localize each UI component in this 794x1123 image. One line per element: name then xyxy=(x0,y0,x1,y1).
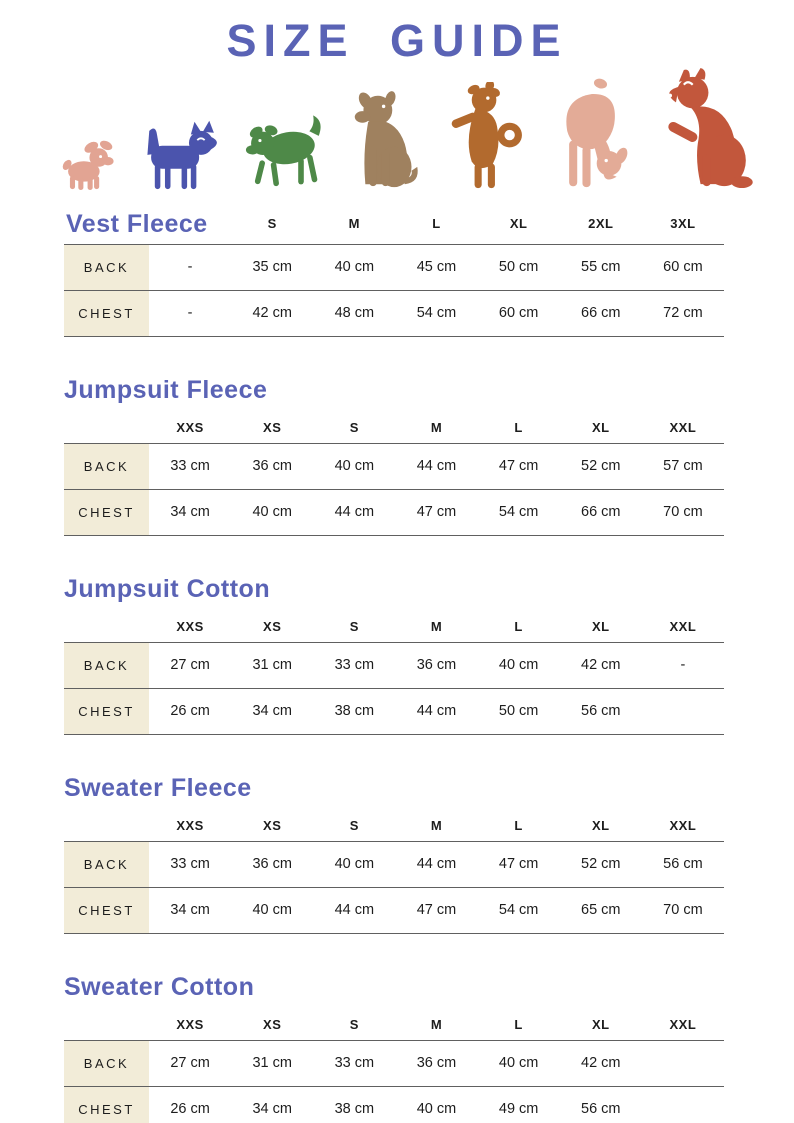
measurement-cell: 40 cm xyxy=(498,1055,539,1071)
section-jumpsuit-cotton xyxy=(64,574,724,735)
measurement-cell: 35 cm xyxy=(252,259,292,275)
measurement-cell: 33 cm xyxy=(334,657,375,673)
measurement-cell: 34 cm xyxy=(170,504,210,520)
measurement-cell: 49 cm xyxy=(498,1101,539,1117)
size-header: XL xyxy=(591,420,610,435)
size-header: L xyxy=(514,1017,523,1032)
measurement-cell: 56 cm xyxy=(581,1101,621,1117)
measurement-cell: 33 cm xyxy=(170,458,210,474)
table-row-back xyxy=(64,443,724,489)
size-header: XXL xyxy=(669,1017,697,1032)
size-header: M xyxy=(430,619,443,634)
size-header: S xyxy=(349,1017,359,1032)
measurement-cell: 36 cm xyxy=(416,657,457,673)
measurement-cell: 36 cm xyxy=(416,1055,457,1071)
measurement-cell: 47 cm xyxy=(416,504,457,520)
measurement-cell: 44 cm xyxy=(334,902,375,918)
measurement-cell: 42 cm xyxy=(252,305,292,321)
measurement-cell: - xyxy=(680,657,686,673)
size-header: XS xyxy=(263,619,282,634)
measurement-cell: 33 cm xyxy=(170,856,210,872)
measurement-cell: 44 cm xyxy=(334,504,375,520)
size-header: XXS xyxy=(176,420,204,435)
section-vest-fleece xyxy=(64,204,724,337)
size-header: S xyxy=(349,818,359,833)
size-header: M xyxy=(430,818,443,833)
measurement-cell: 38 cm xyxy=(334,1101,375,1117)
measurement-cell: 33 cm xyxy=(334,1055,375,1071)
row-label: CHEST xyxy=(64,490,149,535)
measurement-cell: 31 cm xyxy=(252,657,292,673)
section-sweater-cotton xyxy=(64,972,724,1123)
dog-size-5-icon xyxy=(443,82,527,190)
row-label: BACK xyxy=(64,842,149,887)
size-header: XXL xyxy=(669,619,697,634)
measurement-cell: 40 cm xyxy=(334,259,375,275)
measurement-cell: 50 cm xyxy=(498,259,539,275)
section-title-jumpsuit-fleece: Jumpsuit Fleece xyxy=(64,375,268,404)
row-label: BACK xyxy=(64,245,149,290)
measurement-cell: 72 cm xyxy=(663,305,703,321)
size-header: 3XL xyxy=(670,216,696,231)
measurement-cell: 52 cm xyxy=(581,856,621,872)
size-header: XS xyxy=(263,420,282,435)
measurement-cell: 26 cm xyxy=(170,1101,210,1117)
row-label: CHEST xyxy=(64,1087,149,1123)
row-label: CHEST xyxy=(64,689,149,734)
size-header-row xyxy=(64,413,724,443)
size-header: XL xyxy=(509,216,528,231)
table-row-chest xyxy=(64,1086,724,1123)
dog-size-4-icon xyxy=(349,90,424,190)
size-header: L xyxy=(514,619,523,634)
measurement-cell: 38 cm xyxy=(334,703,375,719)
size-header: M xyxy=(348,216,361,231)
size-header: XXS xyxy=(176,1017,204,1032)
table-row-chest xyxy=(64,290,724,337)
dogs-illustration xyxy=(56,68,754,190)
measurement-cell: 54 cm xyxy=(498,902,539,918)
measurement-cell: 47 cm xyxy=(498,458,539,474)
measurement-cell xyxy=(642,1087,724,1123)
measurement-cell: 34 cm xyxy=(170,902,210,918)
measurement-cell: 54 cm xyxy=(498,504,539,520)
measurement-cell: 44 cm xyxy=(416,458,457,474)
size-header: XL xyxy=(591,818,610,833)
size-header-row xyxy=(64,612,724,642)
measurement-cell: 45 cm xyxy=(416,259,457,275)
measurement-cell: 40 cm xyxy=(334,458,375,474)
size-header-row xyxy=(64,811,724,841)
measurement-cell: 65 cm xyxy=(581,902,621,918)
measurement-cell: - xyxy=(187,305,193,321)
row-label: BACK xyxy=(64,643,149,688)
dog-size-2-icon xyxy=(140,118,225,190)
size-header: XL xyxy=(591,1017,610,1032)
size-header: S xyxy=(267,216,277,231)
table-row-back xyxy=(64,1040,724,1086)
dog-size-6-icon xyxy=(546,76,636,190)
measurement-cell: 52 cm xyxy=(581,458,621,474)
section-jumpsuit-fleece xyxy=(64,375,724,536)
measurement-cell: 47 cm xyxy=(498,856,539,872)
measurement-cell: 70 cm xyxy=(663,902,703,918)
dog-size-1-icon xyxy=(56,138,121,190)
section-title-jumpsuit-cotton: Jumpsuit Cotton xyxy=(64,574,271,603)
table-row-chest xyxy=(64,688,724,735)
size-header: XXL xyxy=(669,818,697,833)
page-title: SIZE GUIDE xyxy=(226,15,568,66)
measurement-cell: - xyxy=(187,259,193,275)
table-row-back xyxy=(64,841,724,887)
measurement-cell: 40 cm xyxy=(252,902,292,918)
measurement-cell: 27 cm xyxy=(170,1055,210,1071)
measurement-cell: 44 cm xyxy=(416,703,457,719)
size-header: L xyxy=(432,216,441,231)
measurement-cell: 34 cm xyxy=(252,703,292,719)
size-header: XS xyxy=(263,818,282,833)
row-label: CHEST xyxy=(64,888,149,933)
size-header: XXS xyxy=(176,619,204,634)
measurement-cell: 56 cm xyxy=(663,856,703,872)
table-row-back xyxy=(64,244,724,290)
measurement-cell: 40 cm xyxy=(416,1101,457,1117)
measurement-cell: 50 cm xyxy=(498,703,539,719)
size-header: XS xyxy=(263,1017,282,1032)
size-header: XL xyxy=(591,619,610,634)
measurement-cell: 56 cm xyxy=(581,703,621,719)
dog-size-3-icon xyxy=(244,106,330,190)
measurement-cell: 42 cm xyxy=(581,1055,621,1071)
measurement-cell: 70 cm xyxy=(663,504,703,520)
measurement-cell: 42 cm xyxy=(581,657,621,673)
size-header: S xyxy=(349,420,359,435)
measurement-cell: 60 cm xyxy=(498,305,539,321)
size-header-row xyxy=(64,1010,724,1040)
measurement-cell: 66 cm xyxy=(581,504,621,520)
size-header: M xyxy=(430,420,443,435)
measurement-cell: 36 cm xyxy=(252,856,292,872)
measurement-cell: 57 cm xyxy=(663,458,703,474)
measurement-cell xyxy=(642,689,724,734)
table-row-back xyxy=(64,642,724,688)
size-header: M xyxy=(430,1017,443,1032)
measurement-cell: 40 cm xyxy=(252,504,292,520)
row-label: BACK xyxy=(64,444,149,489)
size-header: L xyxy=(514,420,523,435)
size-header: XXS xyxy=(176,818,204,833)
measurement-cell: 44 cm xyxy=(416,856,457,872)
section-title-sweater-cotton: Sweater Cotton xyxy=(64,972,255,1001)
measurement-cell: 40 cm xyxy=(498,657,539,673)
size-header: 2XL xyxy=(588,216,614,231)
row-label: CHEST xyxy=(64,291,149,336)
measurement-cell xyxy=(642,1041,724,1086)
section-title-sweater-fleece: Sweater Fleece xyxy=(64,773,252,802)
table-row-chest xyxy=(64,887,724,934)
size-header: S xyxy=(349,619,359,634)
measurement-cell: 36 cm xyxy=(252,458,292,474)
measurement-cell: 26 cm xyxy=(170,703,210,719)
measurement-cell: 31 cm xyxy=(252,1055,292,1071)
measurement-cell: 54 cm xyxy=(416,305,457,321)
table-row-chest xyxy=(64,489,724,536)
vest-fleece-header xyxy=(64,204,724,244)
measurement-cell: 40 cm xyxy=(334,856,375,872)
dog-size-7-icon xyxy=(655,68,754,190)
size-header: L xyxy=(514,818,523,833)
row-label: BACK xyxy=(64,1041,149,1086)
measurement-cell: 55 cm xyxy=(581,259,621,275)
measurement-cell: 34 cm xyxy=(252,1101,292,1117)
measurement-cell: 48 cm xyxy=(334,305,375,321)
measurement-cell: 47 cm xyxy=(416,902,457,918)
section-sweater-fleece xyxy=(64,773,724,934)
size-header: XXL xyxy=(669,420,697,435)
size-tables xyxy=(64,204,724,1123)
section-title-vest-fleece: Vest Fleece xyxy=(66,209,208,238)
measurement-cell: 66 cm xyxy=(581,305,621,321)
measurement-cell: 60 cm xyxy=(663,259,703,275)
measurement-cell: 27 cm xyxy=(170,657,210,673)
